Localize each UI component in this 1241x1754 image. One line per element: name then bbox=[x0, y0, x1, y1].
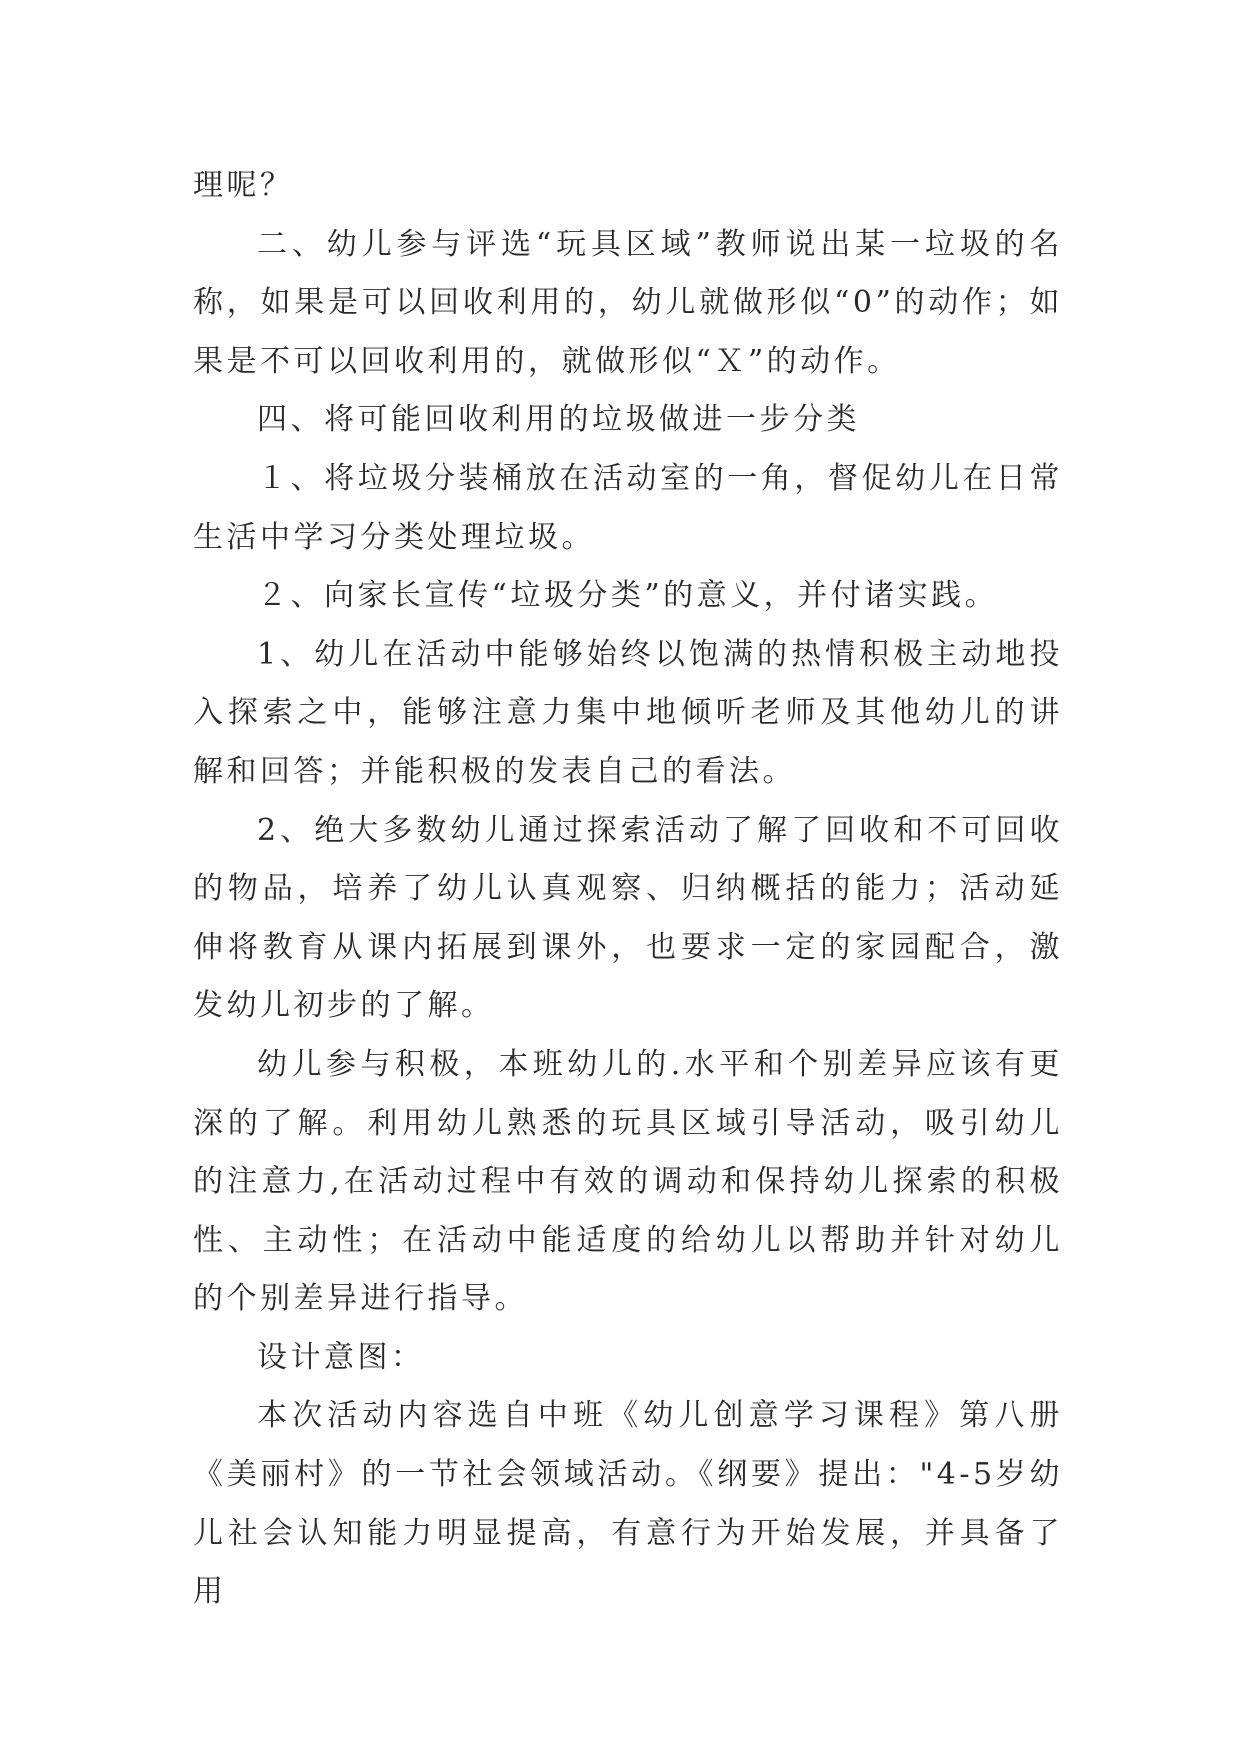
paragraph-3: 四、将可能回收利用的垃圾做进一步分类 bbox=[257, 402, 860, 438]
paragraph-4: １、将垃圾分装桶放在活动室的一角，督促幼儿在日常生活中学习分类处理垃圾。 bbox=[193, 460, 1063, 555]
paragraph-9: 设计意图： bbox=[257, 1339, 425, 1375]
paragraph-2: 二、幼儿参与评选“玩具区域”教师说出某一垃圾的名称，如果是可以回收利用的，幼儿就做形似“0”的动作；如果是不可以回收利用的，就做形似“Ｘ”的动作。 bbox=[193, 226, 1063, 379]
paragraph-1: 理呢？ bbox=[193, 168, 294, 203]
paragraph-8: 幼儿参与积极，本班幼儿的.水平和个别差异应该有更深的了解。利用幼儿熟悉的玩具区域引导活动，吸引幼儿的注意力,在活动过程中有效的调动和保持幼儿探索的积极性、主动性；在活动中能适度的给幼儿以帮助并针对幼儿的个别差异进行指导。 bbox=[193, 1046, 1063, 1317]
paragraph-5: ２、向家长宣传“垃圾分类”的意义，并付诸实践。 bbox=[257, 578, 999, 614]
document-body bbox=[193, 157, 1063, 1622]
paragraph-10: 本次活动内容选自中班《幼儿创意学习课程》第八册《美丽村》的一节社会领域活动。《纲要》提出："4-5岁幼儿社会认知能力明显提高，有意行为开始发展，并具备了用 bbox=[193, 1398, 1063, 1610]
paragraph-7: 2、绝大多数幼儿通过探索活动了解了回收和不可回收的物品，培养了幼儿认真观察、归纳概括的能力；活动延伸将教育从课内拓展到课外，也要求一定的家园配合，激发幼儿初步的了解。 bbox=[193, 812, 1063, 1024]
paragraph-6: 1、幼儿在活动中能够始终以饱满的热情积极主动地投入探索之中，能够注意力集中地倾听老师及其他幼儿的讲解和回答；并能积极的发表自己的看法。 bbox=[193, 636, 1063, 789]
